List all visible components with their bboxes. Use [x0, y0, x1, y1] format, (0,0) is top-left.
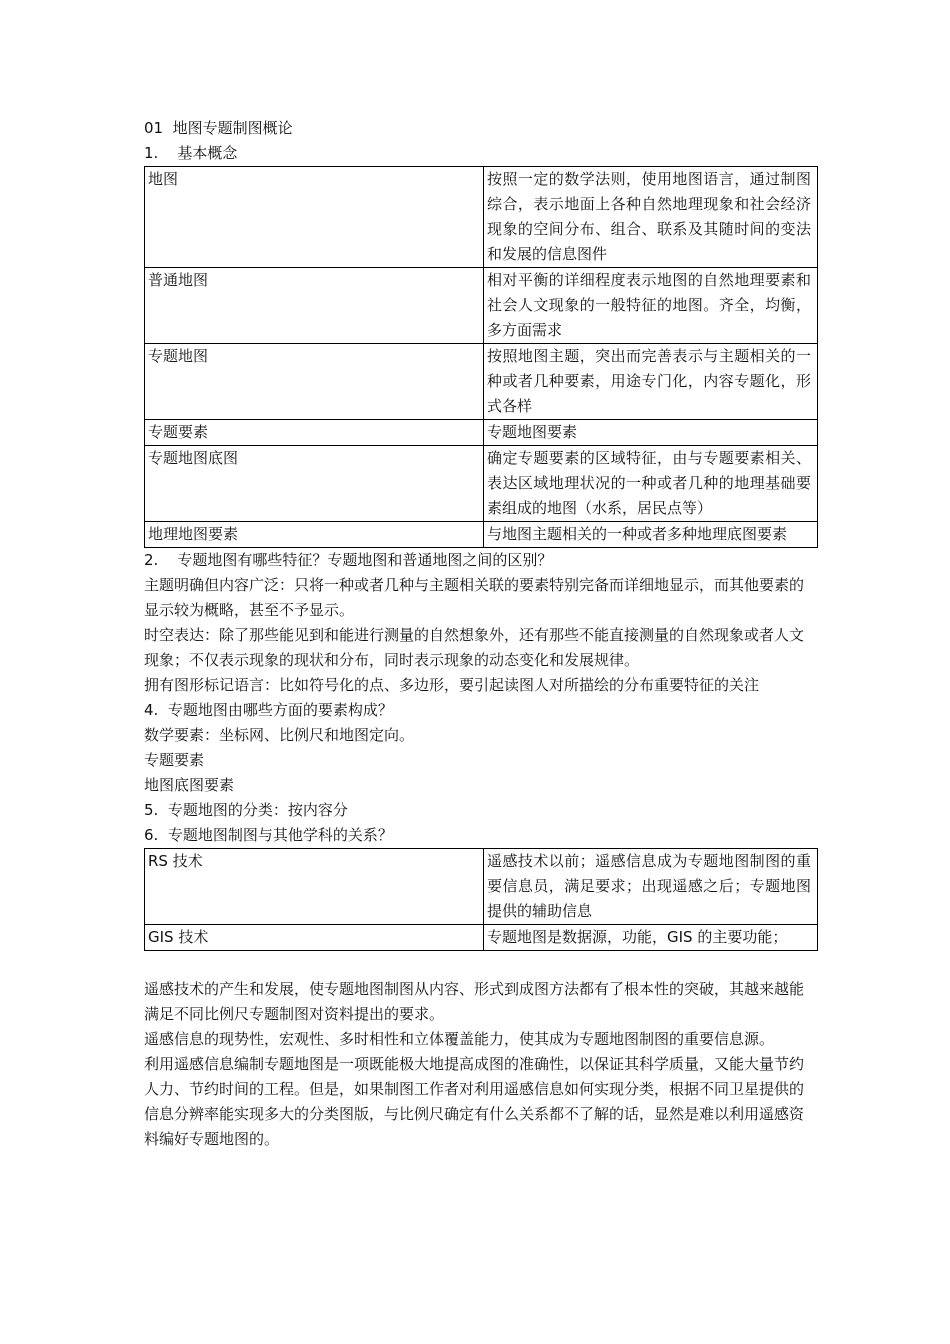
list-item: 专题要素 [144, 751, 205, 769]
section1-heading: 1. 基本概念 [144, 144, 238, 162]
concepts-table [144, 166, 818, 548]
definition-cell: 与地图主题相关的一种或者多种地理底图要素 [484, 522, 818, 548]
table-row [145, 167, 818, 268]
paragraph: 遥感信息的现势性，宏观性、多时相性和立体覆盖能力，使其成为专题地图制图的重要信息源。 [144, 1030, 775, 1048]
term-cell: 专题地图 [145, 344, 484, 420]
section6-heading: 6. 专题地图制图与其他学科的关系？ [144, 826, 393, 844]
document-body [144, 116, 818, 1152]
paragraph: 利用遥感信息编制专题地图是一项既能极大地提高成图的准确性，以保证其科学质量，又能大量节约人力、节约时间的工程。但是，如果制图工作者对利用遥感信息如何实现分类，根据不同卫星提供的信息分辨率能实现多大的分类图版，与比例尺确定有什么关系都不了解的话，显然是难以利用遥感资料编好专题地图的。 [144, 1055, 805, 1148]
definition-cell: 专题地图要素 [484, 420, 818, 446]
term-cell: 专题地图底图 [145, 446, 484, 522]
term-cell: GIS 技术 [145, 925, 484, 951]
document-title: 01 地图专题制图概论 [144, 119, 293, 137]
table-row [145, 925, 818, 951]
definition-cell: 按照地图主题，突出而完善表示与主题相关的一种或者几种要素，用途专门化，内容专题化，形式各样 [484, 344, 818, 420]
list-item: 地图底图要素 [144, 776, 235, 794]
term-cell: 专题要素 [145, 420, 484, 446]
paragraph: 主题明确但内容广泛：只将一种或者几种与主题相关联的要素特别完备而详细地显示，而其他要素的显示较为概略，甚至不予显示。 [144, 576, 805, 619]
section4-heading: 4. 专题地图由哪些方面的要素构成？ [144, 701, 393, 719]
definition-cell: 遥感技术以前；遥感信息成为专题地图制图的重要信息员，满足要求；出现遥感之后；专题地图提供的辅助信息 [484, 849, 818, 925]
list-item: 数学要素：坐标网、比例尺和地图定向。 [144, 726, 415, 744]
table-row [145, 522, 818, 548]
paragraph: 时空表达：除了那些能见到和能进行测量的自然想象外，还有那些不能直接测量的自然现象或者人文现象；不仅表示现象的现状和分布，同时表示现象的动态变化和发展规律。 [144, 626, 805, 669]
table-row [145, 268, 818, 344]
spacer [144, 951, 818, 977]
relations-table [144, 848, 818, 951]
table-row [145, 344, 818, 420]
term-cell: 地理地图要素 [145, 522, 484, 548]
term-cell: RS 技术 [145, 849, 484, 925]
paragraph: 遥感技术的产生和发展，使专题地图制图从内容、形式到成图方法都有了根本性的突破，其越来越能满足不同比例尺专题制图对资料提出的要求。 [144, 980, 805, 1023]
table-row [145, 849, 818, 925]
paragraph: 拥有图形标记语言：比如符号化的点、多边形，要引起读图人对所描绘的分布重要特征的关注 [144, 676, 760, 694]
definition-cell: 按照一定的数学法则，使用地图语言，通过制图综合，表示地面上各种自然地理现象和社会经济现象的空间分布、组合、联系及其随时间的变法和发展的信息图件 [484, 167, 818, 268]
section5-heading: 5. 专题地图的分类：按内容分 [144, 801, 348, 819]
definition-cell: 相对平衡的详细程度表示地图的自然地理要素和社会人文现象的一般特征的地图。齐全，均衡，多方面需求 [484, 268, 818, 344]
definition-cell: 专题地图是数据源，功能，GIS 的主要功能； [484, 925, 818, 951]
table-row [145, 446, 818, 522]
term-cell: 普通地图 [145, 268, 484, 344]
section2-heading: 2. 专题地图有哪些特征？专题地图和普通地图之间的区别？ [144, 551, 553, 569]
definition-cell: 确定专题要素的区域特征，由与专题要素相关、表达区域地理状况的一种或者几种的地理基础要素组成的地图（水系，居民点等） [484, 446, 818, 522]
table-row [145, 420, 818, 446]
term-cell: 地图 [145, 167, 484, 268]
